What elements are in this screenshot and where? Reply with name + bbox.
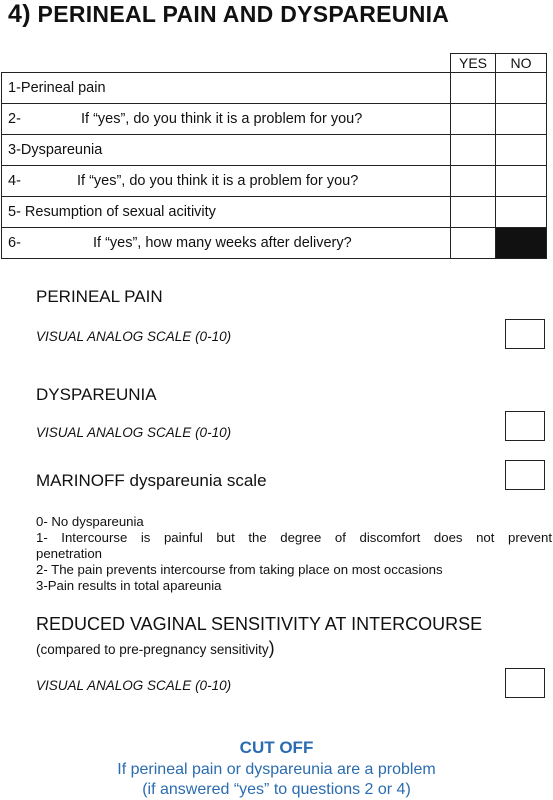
table-header-row xyxy=(2,54,547,73)
question-cell xyxy=(2,197,451,228)
list-item: 3-Pain results in total apareunia xyxy=(36,578,222,593)
question-text: If “yes”, do you think it is a problem for you? xyxy=(81,111,363,127)
marinoff-heading: MARINOFF dyspareunia scale xyxy=(36,471,267,490)
question-label: 3-Dyspareunia xyxy=(8,142,103,158)
table-header-blank xyxy=(2,54,451,73)
marinoff-scale-list xyxy=(36,514,552,594)
yes-checkbox-5[interactable] xyxy=(451,197,496,228)
question-cell xyxy=(2,104,451,135)
no-checkbox-2[interactable] xyxy=(496,104,547,135)
yes-checkbox-1[interactable] xyxy=(451,73,496,104)
question-number: 4- xyxy=(8,173,21,189)
column-no-header: NO xyxy=(496,54,547,73)
no-checkbox-3[interactable] xyxy=(496,135,547,166)
no-checkbox-4[interactable] xyxy=(496,166,547,197)
list-item: penetration xyxy=(36,546,102,561)
reduced-sensitivity-subtitle xyxy=(36,638,275,659)
cutoff-line-2: (if answered “yes” to questions 2 or 4) xyxy=(142,781,411,798)
dyspareunia-heading: DYSPAREUNIA xyxy=(36,385,157,404)
reduced-vas-label: VISUAL ANALOG SCALE (0-10) xyxy=(36,678,232,693)
question-cell xyxy=(2,166,451,197)
column-yes-header: YES xyxy=(451,54,496,73)
list-item: 0- No dyspareunia xyxy=(36,514,144,529)
reduced-vas-input[interactable] xyxy=(505,668,545,698)
question-label: 1-Perineal pain xyxy=(8,80,106,96)
question-number: 6- xyxy=(8,235,21,251)
list-item: 1- Intercourse is painful but the degree of discomfort does not prevent xyxy=(36,530,552,545)
perineal-vas-input[interactable] xyxy=(505,319,545,349)
table-row xyxy=(2,104,547,135)
cutoff-title: CUT OFF xyxy=(239,738,314,757)
questionnaire-table xyxy=(1,53,547,259)
question-text: If “yes”, do you think it is a problem for you? xyxy=(77,173,359,189)
no-checkbox-5[interactable] xyxy=(496,197,547,228)
table-row xyxy=(2,166,547,197)
question-text: If “yes”, how many weeks after delivery? xyxy=(93,235,352,251)
yes-checkbox-3[interactable] xyxy=(451,135,496,166)
question-cell xyxy=(2,73,451,104)
dyspareunia-vas-label: VISUAL ANALOG SCALE (0-10) xyxy=(36,425,232,440)
table-row xyxy=(2,197,547,228)
perineal-pain-heading: PERINEAL PAIN xyxy=(36,287,163,306)
question-label: 5- Resumption of sexual acitivity xyxy=(8,204,216,220)
subtitle-text: (compared to pre-pregnancy sensitivity xyxy=(36,642,269,657)
perineal-vas-label: VISUAL ANALOG SCALE (0-10) xyxy=(36,329,232,344)
yes-checkbox-4[interactable] xyxy=(451,166,496,197)
table-row xyxy=(2,135,547,166)
list-item: 2- The pain prevents intercourse from taking place on most occasions xyxy=(36,562,443,577)
reduced-sensitivity-heading: REDUCED VAGINAL SENSITIVITY AT INTERCOURSE xyxy=(36,614,483,634)
question-cell xyxy=(2,135,451,166)
question-cell xyxy=(2,228,451,259)
section-title-text: PERINEAL PAIN AND DYSPAREUNIA xyxy=(37,1,450,27)
table-row xyxy=(2,73,547,104)
table-row xyxy=(2,228,547,259)
dyspareunia-vas-input[interactable] xyxy=(505,411,545,441)
section-title xyxy=(8,0,449,29)
yes-checkbox-2[interactable] xyxy=(451,104,496,135)
subtitle-close-paren: ) xyxy=(268,638,275,658)
section-number: 4) xyxy=(8,0,31,28)
no-checkbox-1[interactable] xyxy=(496,73,547,104)
marinoff-score-input[interactable] xyxy=(505,460,545,490)
cutoff-line-1: If perineal pain or dyspareunia are a problem xyxy=(117,761,436,778)
weeks-input-cell[interactable] xyxy=(451,228,496,259)
question-number: 2- xyxy=(8,111,21,127)
filled-cell xyxy=(496,228,547,259)
